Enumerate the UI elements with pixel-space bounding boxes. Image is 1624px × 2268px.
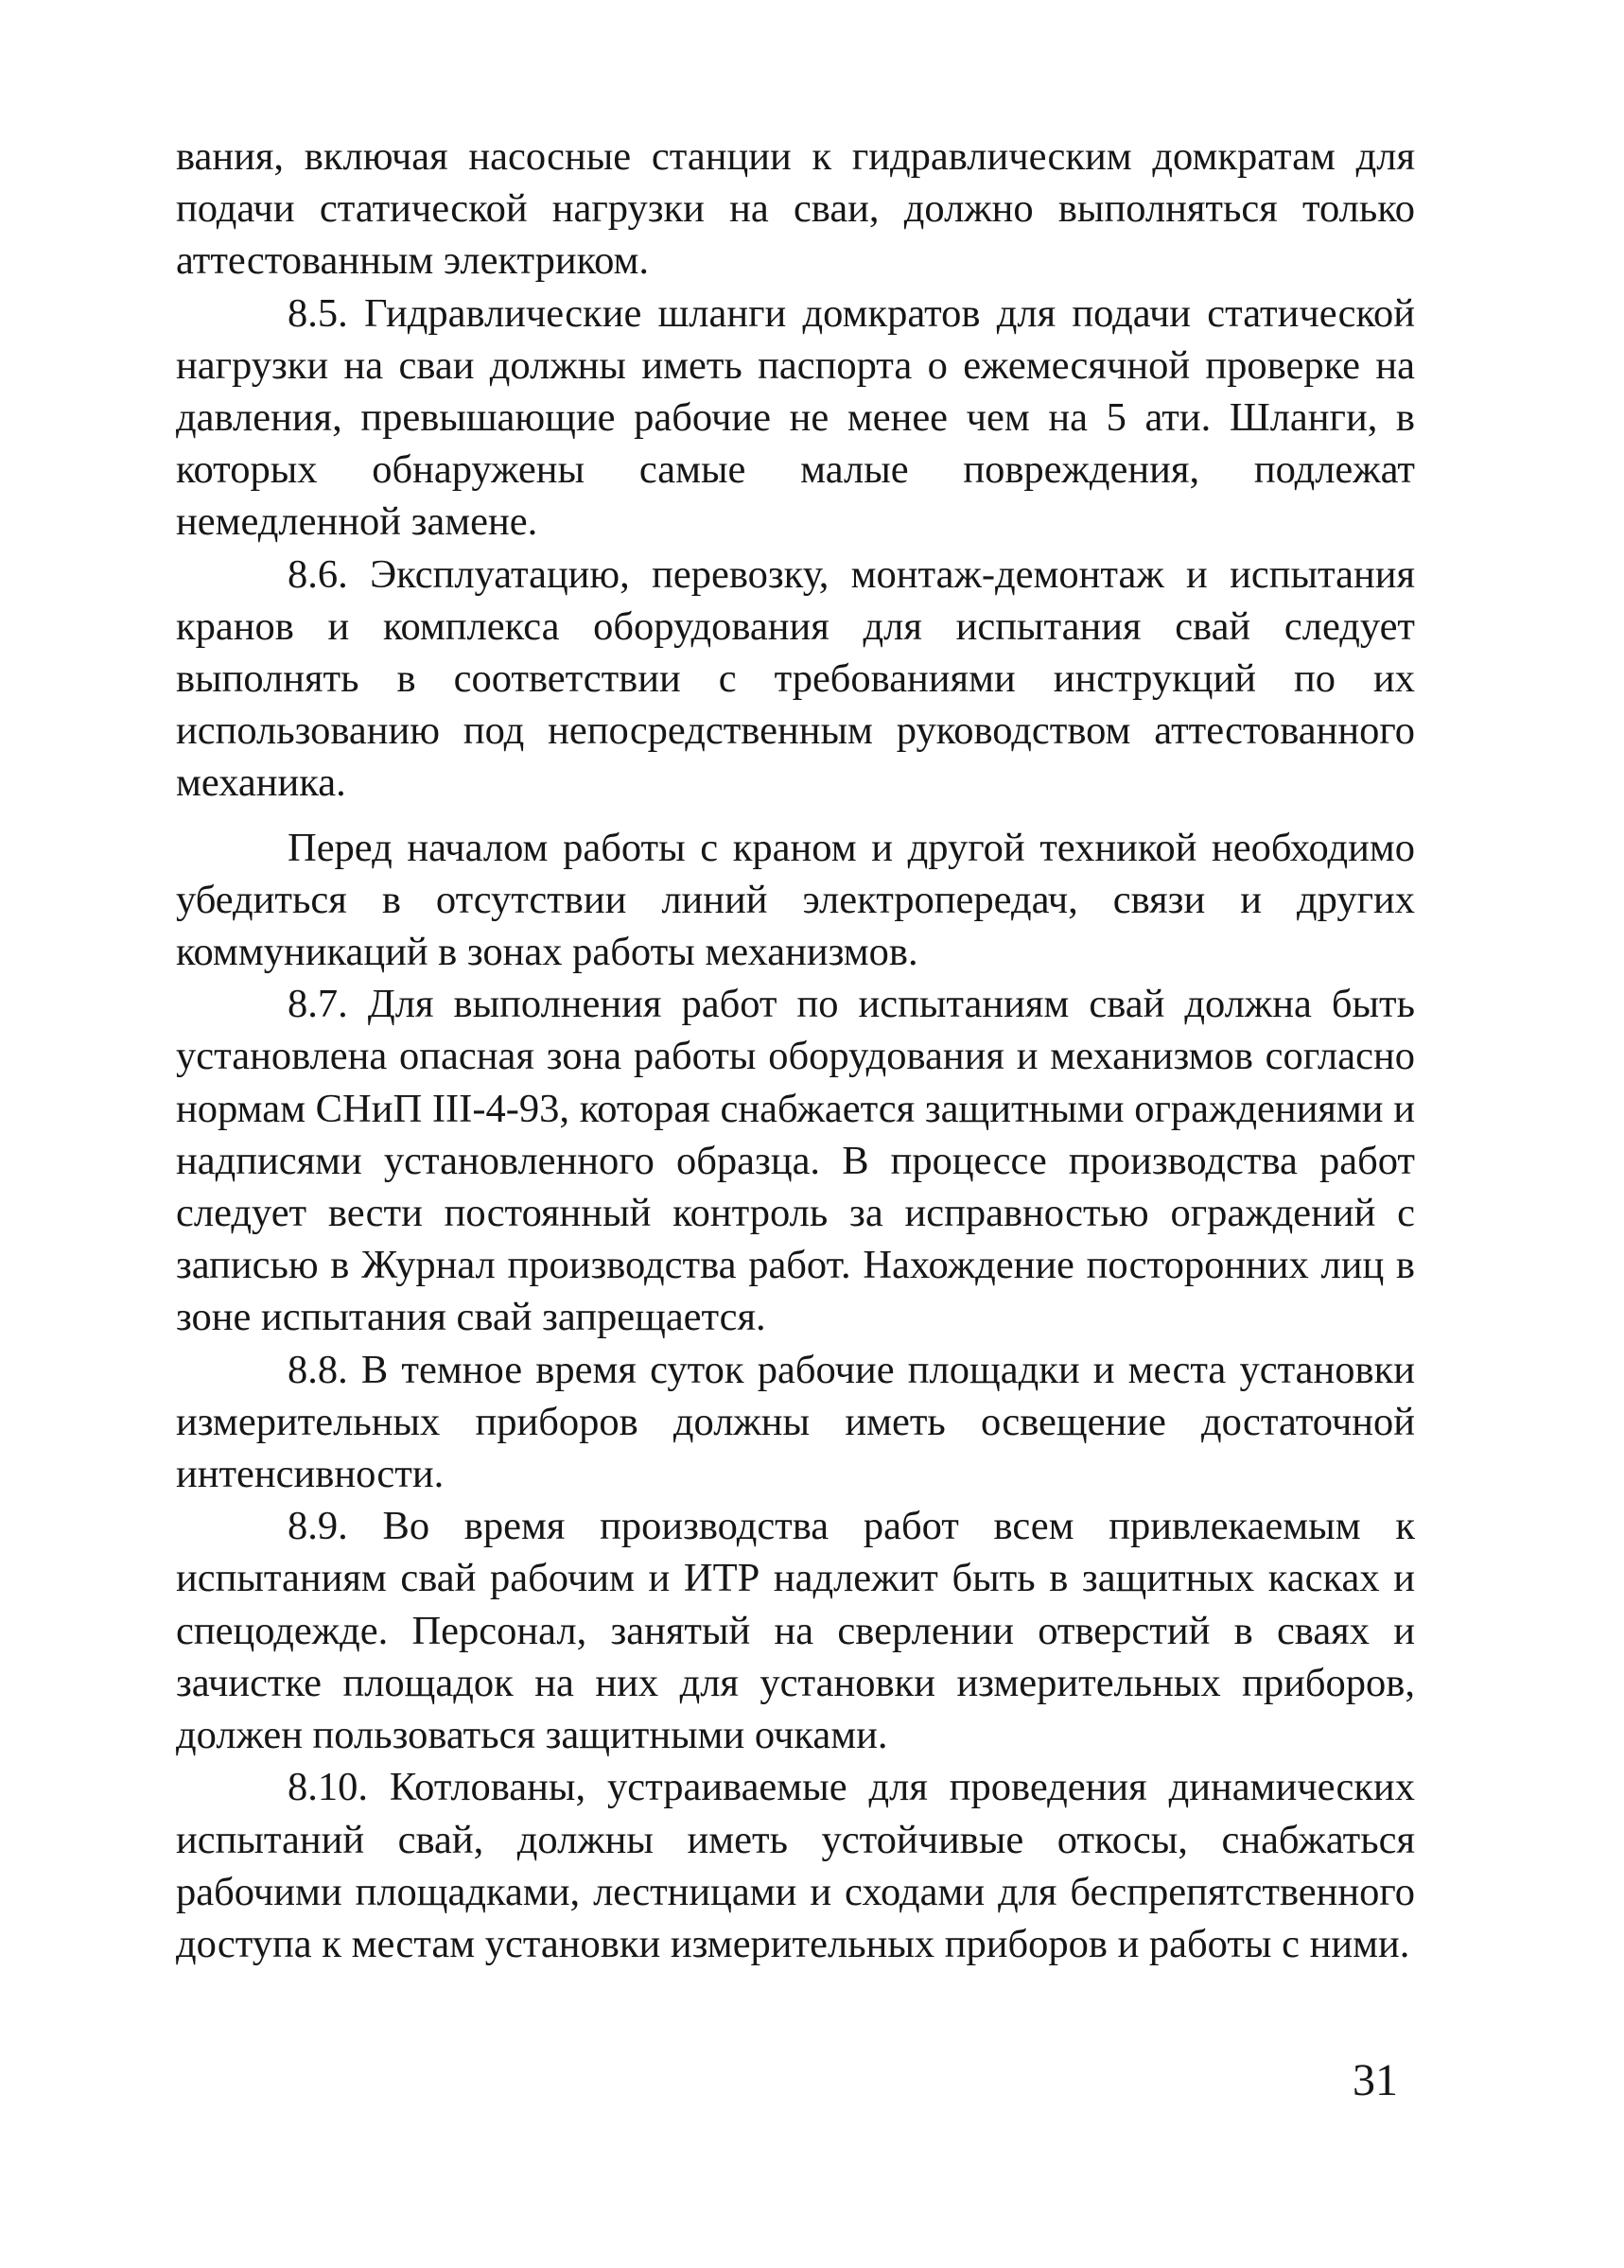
paragraph-continuation: вания, включая насосные станции к гидравлическим домкратам для подачи статической нагрузки на сваи, должно выполняться только аттестованным электриком. xyxy=(176,134,1415,284)
paragraph-8-9: 8.9. Во время производства работ всем привлекаемым к испытаниям свай рабочим и ИТР надлежит быть в защитных касках и спецодежде. Персонал, занятый на сверлении отверстий в сваях и зачистке площадок на них для установки измерительных приборов, должен пользоваться защитными очками. xyxy=(176,1504,1415,1758)
paragraph-crane-safety: Перед началом работы с краном и другой техникой необходимо убедиться в отсутствии линий электропередач, связи и других коммуникаций в зонах работы механизмов. xyxy=(176,825,1415,975)
page-number: 31 xyxy=(1353,2055,1398,2105)
paragraph-8-10: 8.10. Котлованы, устраиваемые для проведения динамических испытаний свай, должны иметь устойчивые откосы, снабжаться рабочими площадками, лестницами и сходами для беспрепятственного доступа к местам установки измерительных приборов и работы с ними. xyxy=(176,1765,1415,1966)
paragraph-8-6: 8.6. Эксплуатацию, перевозку, монтаж-демонтаж и испытания кранов и комплекса оборудования для испытания свай следует выполнять в соответствии с требованиями инструкций по их использованию под непосредственным руководством аттестованного механика. xyxy=(176,551,1415,806)
paragraph-8-7: 8.7. Для выполнения работ по испытаниям свай должна быть установлена опасная зона работы оборудования и механизмов согласно нормам СНиП III-4-93, которая снабжается защитными ограждениями и надписями установленного образца. В процессе производства работ следует вести постоянный контроль за исправностью ограждений с записью в Журнал производства работ. Нахождение посторонних лиц в зоне испытания свай запрещается. xyxy=(176,982,1415,1340)
paragraph-8-5: 8.5. Гидравлические шланги домкратов для подачи статической нагрузки на сваи должны иметь паспорта о ежемесячной проверке на давления, превышающие рабочие не менее чем на 5 ати. Шланги, в которых обнаружены самые малые повреждения, подлежат немедленной замене. xyxy=(176,290,1415,545)
page-body xyxy=(176,131,1415,1970)
paragraph-8-8: 8.8. В темное время суток рабочие площадки и места установки измерительных приборов должны иметь освещение достаточной интенсивности. xyxy=(176,1347,1415,1497)
